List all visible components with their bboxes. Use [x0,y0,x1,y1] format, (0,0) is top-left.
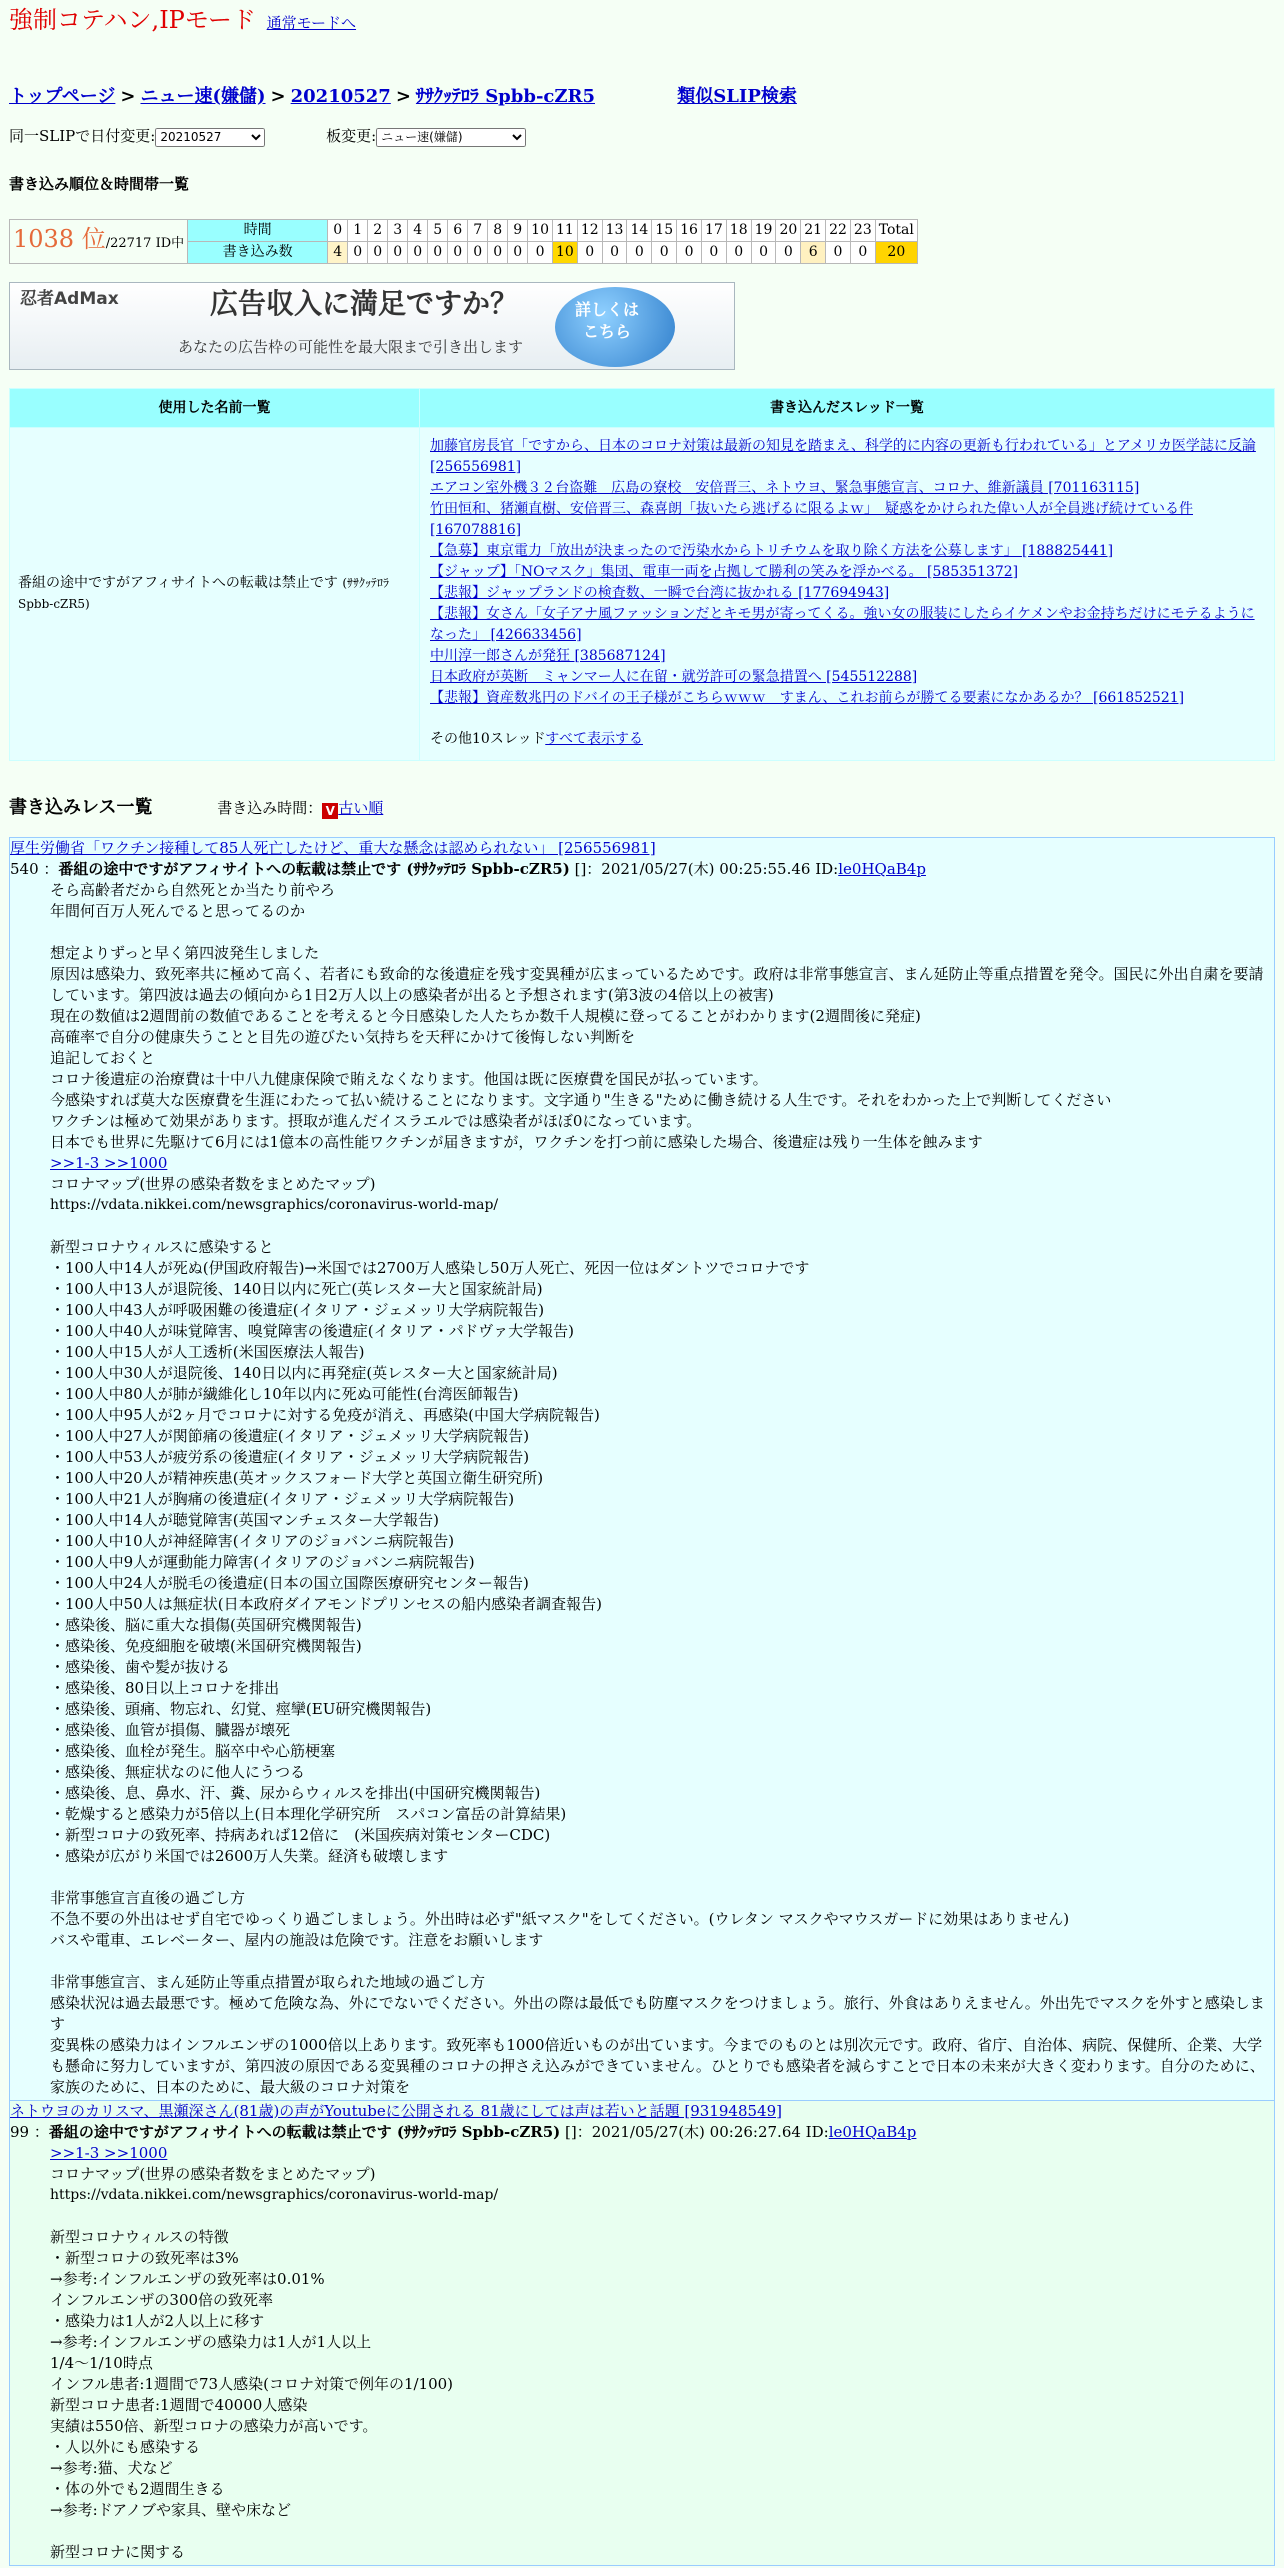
name-cell [10,428,420,761]
breadcrumb [9,86,1275,116]
posts-list [9,837,1275,2566]
post-line [50,1951,1266,1972]
count-cell: 4 [328,242,348,264]
post-line: ・100人中27人が関節痛の後遺症(イタリア・ジェメッリ大学病院報告) [50,1427,530,1445]
hour-cell: 8 [488,220,508,242]
post-line: ・100人中21人が胸痛の後遺症(イタリア・ジェメッリ大学病院報告) [50,1490,515,1508]
post-header: 99 ：番組の途中ですがアフィサイトへの転載は禁止です (ｻｻｸｯﾃﾛﾗ Spbb-cZR5) []：2021/05/27(木) 00:26:27.64 ID:le0HQaB4p [10,2123,917,2141]
reply-anchor-link[interactable]: >>1-3 >>1000 [50,2144,168,2162]
threads-cell [420,428,1275,761]
post-line: ・感染後、無症状なのに他人にうつる [50,1763,306,1781]
post-id-link[interactable]: le0HQaB4p [828,2123,917,2141]
rank-cell [10,220,188,264]
ad-brand: 忍者AdMax [20,289,119,309]
post-line [50,922,1266,943]
more-threads-count: その他10スレッド [430,731,546,747]
post-line: ・感染後、血栓が発生。脳卒中や心筋梗塞 [50,1742,336,1760]
post-line: ・100人中30人が退院後、140日以内に再発症(英レスター大と国家統計局) [50,1364,558,1382]
board-change-label: 板変更: [326,127,377,145]
count-cell: 0 [726,242,751,264]
post-line: インフル患者:1週間で73人感染(コロナ対策で例年の1/100) [50,2375,454,2393]
post-line: そら高齢者だから自然死とか当たり前やろ [50,881,336,899]
total-label: Total [875,220,917,242]
post [9,837,1275,2101]
hour-cell: 19 [751,220,776,242]
post-line: ・100人中43人が呼吸困難の後遺症(イタリア・ジェメッリ大学病院報告) [50,1301,545,1319]
posts-title: 書き込みレス一覧 [9,797,153,818]
stats-table [9,219,918,264]
more-threads [430,729,1264,750]
hour-cell: 1 [348,220,368,242]
hour-cell: 12 [577,220,602,242]
thread-link[interactable]: 日本政府が英断 ミャンマー人に在留・就労許可の緊急措置へ [545512288] [430,669,918,685]
post-timestamp: []：2021/05/27(木) 00:25:55.46 ID: [569,860,839,878]
post-line: ・100人中20人が精神疾患(英オックスフォード大学と英国立衛生研究所) [50,1469,544,1487]
thread-link[interactable]: 【ジャップ】「NOマスク」集団、電車一両を占拠して勝利の笑みを浮かべる。 [585351372] [430,564,1019,580]
post-line: ・体の外でも2週間生きる [50,2480,225,2498]
post-line: ・100人中9人が運動能力障害(イタリアのジョバンニ病院報告) [50,1553,475,1571]
post-line: 新型コロナに関する [50,2543,186,2561]
post-line: コロナ後遺症の治療費は十中八九健康保険で賄えなくなります。他国は既に医療費を国民が払っています。 [50,1070,768,1088]
sort-v-icon: V [322,803,338,819]
count-cell: 0 [850,242,875,264]
thread-link[interactable]: 竹田恒和、猪瀬直樹、安倍晋三、森喜朗「抜いたら逃げるに限るよｗ」 疑惑をかけられた偉い人が全員逃げ続けている件 [167078816] [430,501,1193,538]
stats-title: 書き込み順位＆時間帯一覧 [9,175,190,193]
post-line: ・乾燥すると感染力が5倍以上(日本理化学研究所 スパコン富岳の計算結果) [50,1805,567,1823]
total-value: 20 [875,242,917,264]
post-line: ・感染後、頭痛、物忘れ、幻覚、痙攣(EU研究機関報告) [50,1700,432,1718]
ad-headline: 広告収入に満足ですか？ [210,287,519,320]
post-line: →参考:ドアノブや家具、壁や床など [50,2501,291,2519]
post-line: ・感染後、脳に重大な損傷(英国研究機関報告) [50,1616,362,1634]
rank-total: /22717 ID中 [105,236,185,251]
hour-cell: 2 [368,220,388,242]
post-line: 実績は550倍、新型コロナの感染力が高いです。 [50,2417,378,2435]
rank-value: 1038 位 [13,225,106,253]
hour-cell: 15 [652,220,677,242]
post-line: バスや電車、エレベーター、屋内の施設は危険です。注意をお願いします [50,1931,544,1949]
used-name: 番組の途中ですがアフィサイトへの転載は禁止です [18,575,338,591]
posts-header [9,797,1275,827]
count-cell: 0 [776,242,801,264]
count-cell: 0 [577,242,602,264]
post-line: 不急不要の外出はせず自宅でゆっくり過ごしましょう。外出時は必ず"紙マスク"をしてください。(ウレタン マスクやマウスガードに効果はありません) [50,1910,1070,1928]
hour-cell: 9 [508,220,528,242]
post-header: 540 ：番組の途中ですがアフィサイトへの転載は禁止です (ｻｻｸｯﾃﾛﾗ Spbb-cZR5) []：2021/05/27(木) 00:25:55.46 ID:le0HQaB4p [10,860,926,878]
sort-oldest-link[interactable]: 古い順 [338,799,384,817]
post-line: ・100人中14人が聴覚障害(英国マンチェスター大学報告) [50,1511,439,1529]
count-cell: 0 [368,242,388,264]
count-cell: 0 [602,242,627,264]
hours-row [10,220,918,242]
post-line: ・100人中53人が疲労系の後遺症(イタリア・ジェメッリ大学病院報告) [50,1448,530,1466]
post [9,2101,1275,2566]
hour-cell: 18 [726,220,751,242]
thread-link[interactable]: 加藤官房長官「ですから、日本のコロナ対策は最新の知見を踏まえ、科学的に内容の更新も行われている」とアメリカ医学誌に反論 [256556981] [430,438,1256,475]
post-line: 今感染すれば莫大な医療費を生涯にわたって払い続けることになります。文字通り"生きる"ために働き続ける人生です。それをわかった上で判断してください [50,1091,1112,1109]
post-line [50,1867,1266,1888]
names-threads-table [9,388,1275,761]
breadcrumb-board[interactable]: ニュー速(嫌儲) [140,86,266,107]
thread-link[interactable]: エアコン室外機３２台盗難 広島の寮校 安倍晋三、ネトウヨ、緊急事態宣言、コロナ、維新議員 [701163115] [430,480,1140,496]
count-cell: 0 [468,242,488,264]
post-line [50,2521,1266,2542]
show-all-threads-link[interactable]: すべて表示する [545,731,643,747]
count-cell: 0 [528,242,553,264]
site-title: 強制コテハン,IPモード [9,6,256,34]
post-line: ・感染後、血管が損傷、臓器が壊死 [50,1721,291,1739]
date-select[interactable] [155,128,265,147]
breadcrumb-separator: > [120,86,136,107]
count-label: 書き込み数 [188,242,328,264]
thread-link[interactable]: 【悲報】ジャップランドの検査数、一瞬で台湾に抜かれる [177694943] [430,585,890,601]
post-line: ワクチンは極めて効果があります。摂取が進んだイスラエルでは感染者がほぼ0になっています。 [50,1112,702,1130]
post-line: ・100人中15人が人工透析(米国医療法人報告) [50,1343,365,1361]
post-id-link[interactable]: le0HQaB4p [838,860,926,878]
hour-cell: 11 [552,220,577,242]
ad-banner[interactable] [9,282,735,370]
post-thread-link[interactable]: 厚生労働省「ワクチン接種して85人死亡したけど、重大な懸念は認められない」 [256556981] [10,839,656,857]
post-time-label: 書き込み時間： [217,799,323,817]
post-line: コロナマップ(世界の感染者数をまとめたマップ) [50,2165,376,2183]
post-line: ・感染後、歯や髪が抜ける [50,1658,231,1676]
breadcrumb-slip[interactable]: ｻｻｸｯﾃﾛﾗ Spbb-cZR5 [415,86,595,107]
hour-cell: 14 [627,220,652,242]
hour-cell: 16 [677,220,702,242]
post-url-text: https://vdata.nikkei.com/newsgraphics/coronavirus-world-map/ [50,1197,499,1213]
breadcrumb-date[interactable]: 20210527 [290,86,391,107]
post-line: 新型コロナ患者:1週間で40000人感染 [50,2396,308,2414]
post-number: 99 [10,2123,30,2141]
post-line: 現在の数値は2週間前の数値であることを考えると今日感染した人たちか数千人規模に登ってることがわかります(2週間後に発症) [50,1007,921,1025]
hour-cell: 6 [448,220,468,242]
count-cell: 0 [388,242,408,264]
post-line: ・100人中24人が脱毛の後遺症(日本の国立国際医療研究センター報告) [50,1574,529,1592]
time-label: 時間 [188,220,328,242]
used-name-trip: (ｻｻｸｯﾃﾛﾗ Spbb-cZR5) [18,576,390,611]
breadcrumb-top[interactable]: トップページ [9,86,116,107]
hour-cell: 7 [468,220,488,242]
selector-row [9,126,1275,150]
count-cell: 0 [488,242,508,264]
post-line [50,2206,1266,2227]
post-number: 540 [10,860,39,878]
post-line: 想定よりずっと早く第四波発生しました [50,944,320,962]
post-author-name: 番組の途中ですがアフィサイトへの転載は禁止です (ｻｻｸｯﾃﾛﾗ Spbb-cZR5) [58,860,570,878]
post-line: ・感染後、免疫細胞を破壊(米国研究機関報告) [50,1637,362,1655]
post-line: ・100人中13人が退院後、140日以内に死亡(英レスター大と国家統計局) [50,1280,543,1298]
thread-link[interactable]: 【急募】東京電力「放出が決まったので汚染水からトリチウムを取り除く方法を公募します」 [188825441] [430,543,1114,559]
post-line: ・100人中40人が味覚障害、嗅覚障害の後遺症(イタリア・パドヴァ大学報告) [50,1322,574,1340]
hour-cell: 20 [776,220,801,242]
post-line: ・100人中95人が2ヶ月でコロナに対する免疫が消え、再感染(中国大学病院報告) [50,1406,600,1424]
page-header [9,6,1275,40]
post-line: ・100人中50人は無症状(日本政府ダイアモンドプリンセスの船内感染者調査報告) [50,1595,603,1613]
count-cell: 0 [677,242,702,264]
post-line: 高確率で自分の健康失うことと目先の遊びたい気持ちを天秤にかけて後悔しない判断を [50,1028,636,1046]
count-cell: 0 [408,242,428,264]
threads-column-header: 書き込んだスレッド一覧 [420,389,1275,428]
post-line: 新型コロナウィルスの特徴 [50,2228,229,2246]
post-line: 変異株の感染力はインフルエンザの1000倍以上あります。致死率も1000倍近いものが出ています。今までのものとは別次元です。政府、省庁、自治体、病院、保健所、企業、大学も懸命に努力していますが、第四波の原因である変異種のコロナの押さえ込みができていません。ひとりでも感染者を減らすことで日本の未来が大きく変わります。自分のために、家族のために、日本のために、最大級のコロナ対策を [50,2036,1265,2096]
post-body [10,880,1274,2098]
post-line: →参考:インフルエンザの致死率は0.01% [50,2270,325,2288]
post-line: ・感染後、息、鼻水、汗、糞、尿からウィルスを排出(中国研究機関報告) [50,1784,541,1802]
post-line: インフルエンザの300倍の致死率 [50,2291,274,2309]
post-line: 感染状況は過去最悪です。極めて危険な為、外にでないでください。外出の際は最低でも防塵マスクをつけましょう。旅行、外食はありえません。外出先でマスクを外すと感染します [50,1994,1265,2033]
hour-cell: 5 [428,220,448,242]
post-timestamp: []：2021/05/27(木) 00:26:27.64 ID: [560,2123,829,2141]
thread-link[interactable]: 【悲報】資産数兆円のドバイの王子様がこちらｗｗｗ すまん、これお前らが勝てる要素になかあるか？ [661852521] [430,690,1185,706]
post-line: ・100人中80人が肺が繊維化し10年以内に死ぬ可能性(台湾医師報告) [50,1385,519,1403]
post-author-name: 番組の途中ですがアフィサイトへの転載は禁止です (ｻｻｸｯﾃﾛﾗ Spbb-cZR5) [48,2123,561,2141]
count-cell: 0 [348,242,368,264]
post-line: ・感染後、80日以上コロナを排出 [50,1679,280,1697]
ad-cta[interactable]: 詳しくはこちら [575,300,640,341]
count-cell: 0 [508,242,528,264]
post-line: ・100人中10人が神経障害(イタリアのジョバンニ病院報告) [50,1532,455,1550]
post-line: 非常事態宣言、まん延防止等重点措置が取られた地域の過ごし方 [50,1973,486,1991]
hour-cell: 23 [850,220,875,242]
hour-cell: 21 [801,220,826,242]
names-column-header: 使用した名前一覧 [10,389,420,428]
reply-anchor-link[interactable]: >>1-3 >>1000 [50,1154,168,1172]
post-line: 日本でも世界に先駆けて6月には1億本の高性能ワクチンが届きますが，ワクチンを打つ前に感染した場合、後遺症は残り一生体を蝕みます [50,1133,983,1151]
post-line: →参考:猫、犬など [50,2459,173,2477]
post-line: ・新型コロナの致死率は3% [50,2249,239,2267]
thread-link[interactable]: 中川淳一郎さんが発狂 [385687124] [430,648,666,664]
post-line: ・100人中14人が死ぬ(伊国政府報告)→米国では2700万人感染し50万人死亡、死因一位はダントツでコロナです [50,1259,810,1277]
count-cell: 10 [552,242,577,264]
count-cell: 0 [428,242,448,264]
post-line: 1/4〜1/10時点 [50,2354,153,2372]
hour-cell: 0 [328,220,348,242]
hour-cell: 4 [408,220,428,242]
count-cell: 0 [652,242,677,264]
breadcrumb-separator: > [395,86,411,107]
hour-cell: 10 [528,220,553,242]
post-line: ・感染が広がり米国では2600万人失業。経済も破壊します [50,1847,449,1865]
count-cell: 0 [448,242,468,264]
post-line: 追記しておくと [50,1049,156,1067]
hour-cell: 3 [388,220,408,242]
count-cell: 0 [826,242,851,264]
post-url-text: https://vdata.nikkei.com/newsgraphics/coronavirus-world-map/ [50,2187,499,2203]
breadcrumb-separator: > [270,86,286,107]
count-cell: 6 [801,242,826,264]
hour-cell: 17 [701,220,726,242]
similar-slip-search-link[interactable]: 類似SLIP検索 [677,86,797,107]
hour-cell: 13 [602,220,627,242]
post-line: ・新型コロナの致死率、持病あれば12倍に (米国疾病対策センターCDC) [50,1826,551,1844]
post-line: ・人以外にも感染する [50,2438,201,2456]
post-line: コロナマップ(世界の感染者数をまとめたマップ) [50,1175,376,1193]
same-slip-date-label: 同一SLIPで日付変更: [9,127,156,145]
post-line [50,1216,1266,1237]
normal-mode-link[interactable]: 通常モードへ [266,14,357,32]
post-line: 非常事態宣言直後の過ごし方 [50,1889,246,1907]
post-line: ・感染力は1人が2人以上に移す [50,2312,265,2330]
board-select[interactable] [376,128,526,147]
post-thread-link[interactable]: ネトウヨのカリスマ、黒瀬深さん(81歳)の声がYoutubeに公開される 81歳にしては声は若いと話題 [931948549] [10,2102,782,2120]
post-line: →参考:インフルエンザの感染力は1人が1人以上 [50,2333,372,2351]
post-line: 年間何百万人死んでると思ってるのか [50,902,306,920]
thread-list [430,436,1264,709]
count-cell: 0 [751,242,776,264]
post-body [10,2143,1274,2563]
thread-link[interactable]: 【悲報】女さん「女子アナ風ファッションだとキモ男が寄ってくる。強い女の服装にしたらイケメンやお金持ちだけにモテるようになった」 [426633456] [430,606,1255,643]
post-line: 原因は感染力、致死率共に極めて高く、若者にも致命的な後遺症を残す変異種が広まっているためです。政府は非常事態宣言、まん延防止等重点措置を発令。国民に外出自粛を要請しています。第四波は過去の傾向から1日2万人以上の感染者が出ると予想されます(第3波の4倍以上の被害) [50,965,1264,1004]
post-line: 新型コロナウィルスに感染すると [50,1238,274,1256]
ad-subtext: あなたの広告枠の可能性を最大限まで引き出します [178,338,524,356]
count-cell: 0 [701,242,726,264]
hour-cell: 22 [826,220,851,242]
count-cell: 0 [627,242,652,264]
